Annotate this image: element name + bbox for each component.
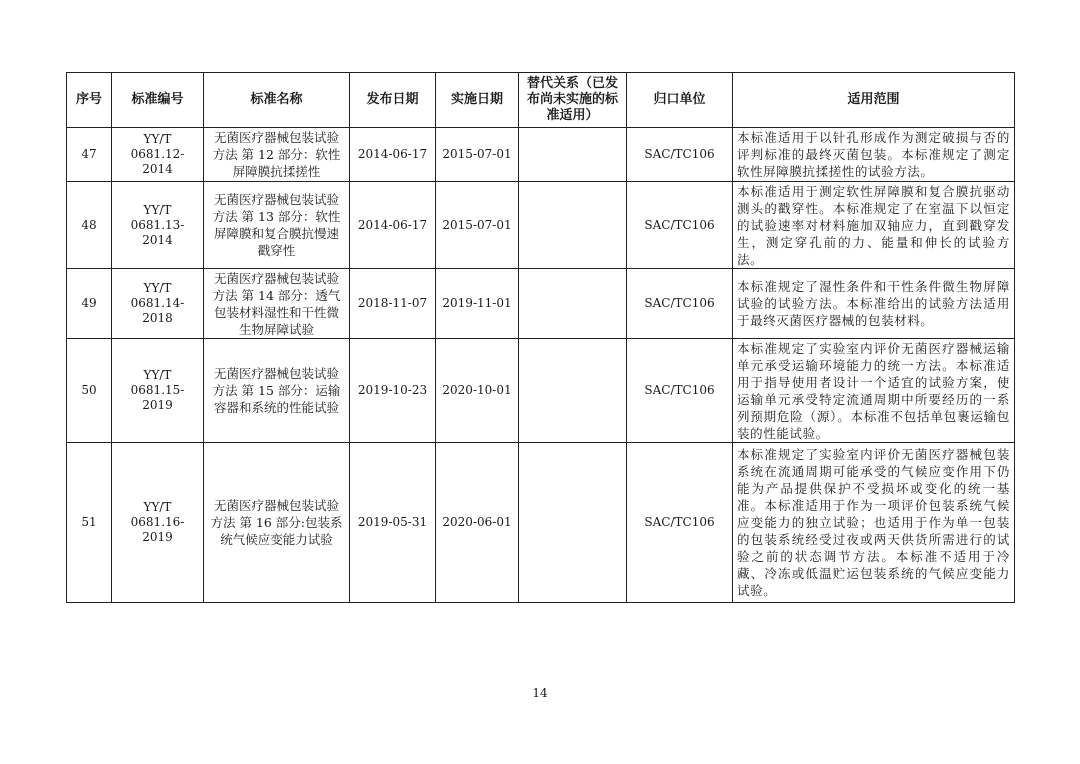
cell-unit: SAC/TC106 — [627, 182, 733, 269]
cell-unit: SAC/TC106 — [627, 269, 733, 339]
page-number: 14 — [532, 686, 548, 700]
cell-replace — [519, 128, 627, 182]
cell-published: 2018-11-07 — [350, 269, 436, 339]
cell-code: YY/T 0681.15-2019 — [112, 339, 204, 443]
cell-name: 无菌医疗器械包装试验方法 第 15 部分：运输容器和系统的性能试验 — [204, 339, 350, 443]
cell-effective: 2020-10-01 — [436, 339, 519, 443]
cell-unit: SAC/TC106 — [627, 443, 733, 603]
cell-replace — [519, 443, 627, 603]
cell-code: YY/T 0681.13-2014 — [112, 182, 204, 269]
cell-no: 51 — [67, 443, 112, 603]
cell-code: YY/T 0681.12-2014 — [112, 128, 204, 182]
cell-no: 48 — [67, 182, 112, 269]
cell-published: 2019-10-23 — [350, 339, 436, 443]
header-scope: 适用范围 — [733, 73, 1015, 128]
cell-scope: 本标准规定了实验室内评价无菌医疗器械包装系统在流通周期可能承受的气候应变作用下仍能为产品提供保护不受损坏或变化的统一基准。本标准适用于作为一项评价包装系统气候应变能力的独立试验；也适用于作为单一包装的包装系统经受过夜或两天供货所需进行的试验之前的状态调节方法。本标准不适用于冷藏、冷冻或低温贮运包装系统的气候应变能力试验。 — [733, 443, 1015, 603]
cell-no: 49 — [67, 269, 112, 339]
table-row — [67, 182, 1015, 269]
standards-table — [66, 72, 1015, 603]
cell-effective: 2015-07-01 — [436, 128, 519, 182]
table-header-row — [67, 73, 1015, 128]
table-row — [67, 269, 1015, 339]
cell-no: 50 — [67, 339, 112, 443]
cell-scope: 本标准规定了湿性条件和干性条件微生物屏障试验的试验方法。本标准给出的试验方法适用于最终灭菌医疗器械的包装材料。 — [733, 269, 1015, 339]
cell-name: 无菌医疗器械包装试验方法 第 12 部分：软性屏障膜抗揉搓性 — [204, 128, 350, 182]
table-row — [67, 443, 1015, 603]
cell-effective: 2015-07-01 — [436, 182, 519, 269]
header-replace: 替代关系（已发布尚未实施的标准适用） — [519, 73, 627, 128]
cell-scope: 本标准适用于测定软性屏障膜和复合膜抗驱动测头的戳穿性。本标准规定了在室温下以恒定的试验速率对材料施加双轴应力，直到戳穿发生，测定穿孔前的力、能量和伸长的试验方法。 — [733, 182, 1015, 269]
cell-replace — [519, 269, 627, 339]
cell-code: YY/T 0681.16-2019 — [112, 443, 204, 603]
cell-code: YY/T 0681.14-2018 — [112, 269, 204, 339]
cell-scope: 本标准规定了实验室内评价无菌医疗器械运输单元承受运输环境能力的统一方法。本标准适用于指导使用者设计一个适宜的试验方案，使运输单元承受特定流通周期中所要经历的一系列预期危险（源）。本标准不包括单包裹运输包装的性能试验。 — [733, 339, 1015, 443]
header-code: 标准编号 — [112, 73, 204, 128]
cell-published: 2014-06-17 — [350, 128, 436, 182]
cell-no: 47 — [67, 128, 112, 182]
cell-published: 2019-05-31 — [350, 443, 436, 603]
cell-effective: 2020-06-01 — [436, 443, 519, 603]
cell-scope: 本标准适用于以针孔形成作为测定破损与否的评判标准的最终灭菌包装。本标准规定了测定软性屏障膜抗揉搓性的试验方法。 — [733, 128, 1015, 182]
table-row — [67, 128, 1015, 182]
header-unit: 归口单位 — [627, 73, 733, 128]
table-row — [67, 339, 1015, 443]
header-no: 序号 — [67, 73, 112, 128]
cell-published: 2014-06-17 — [350, 182, 436, 269]
header-name: 标准名称 — [204, 73, 350, 128]
header-published: 发布日期 — [350, 73, 436, 128]
cell-unit: SAC/TC106 — [627, 128, 733, 182]
cell-name: 无菌医疗器械包装试验方法 第 14 部分：透气包装材料湿性和干性微生物屏障试验 — [204, 269, 350, 339]
cell-replace — [519, 182, 627, 269]
cell-name: 无菌医疗器械包装试验方法 第 16 部分:包装系统气候应变能力试验 — [204, 443, 350, 603]
cell-unit: SAC/TC106 — [627, 339, 733, 443]
cell-replace — [519, 339, 627, 443]
header-effective: 实施日期 — [436, 73, 519, 128]
cell-effective: 2019-11-01 — [436, 269, 519, 339]
cell-name: 无菌医疗器械包装试验方法 第 13 部分：软性屏障膜和复合膜抗慢速戳穿性 — [204, 182, 350, 269]
